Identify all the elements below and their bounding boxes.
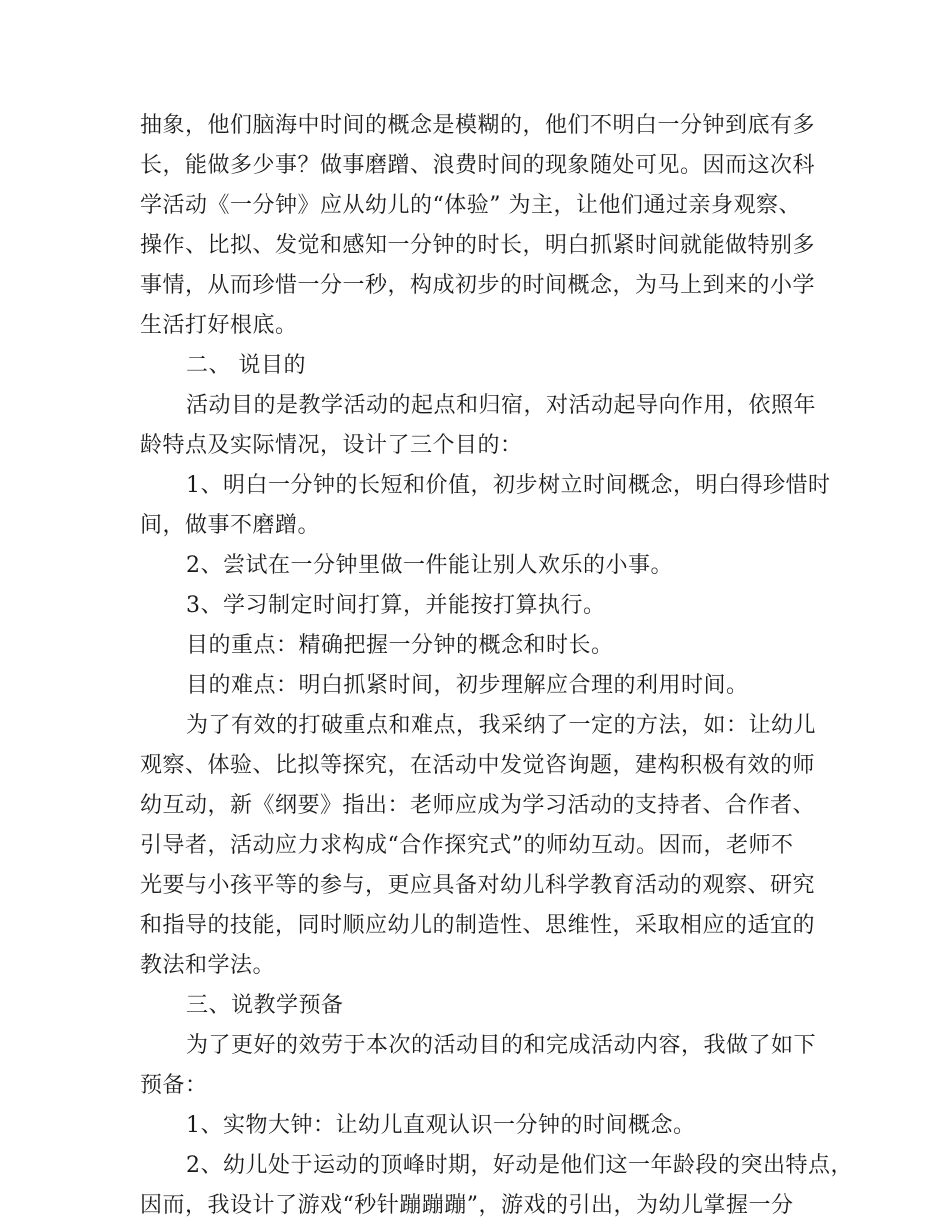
text-line: 间，做事不磨蹭。	[140, 513, 321, 538]
text-line: 为了有效的打破重点和难点，我采纳了一定的方法，如：让幼儿	[186, 713, 817, 738]
text-line: 活动目的是教学活动的起点和归宿，对活动起导向作用，依照年	[186, 393, 817, 418]
text-line: 光要与小孩平等的参与，更应具备对幼儿科学教育活动的观察、研究	[140, 873, 816, 898]
text-line: 操作、比拟、发觉和感知一分钟的时长，明白抓紧时间就能做特别多	[140, 233, 816, 258]
text-line: 为了更好的效劳于本次的活动目的和完成活动内容，我做了如下	[186, 1033, 817, 1058]
section-heading: 二、 说目的	[186, 353, 306, 378]
text-line: 生活打好根底。	[140, 313, 298, 338]
text-line: 引导者，活动应力求构成“合作探究式”的师幼互动。因而，老师不	[140, 833, 794, 858]
list-item: 1、实物大钟：让幼儿直观认识一分钟的时间概念。	[186, 1113, 696, 1138]
text-line: 龄特点及实际情况，设计了三个目的：	[140, 433, 523, 458]
text-line: 幼互动，新《纲要》指出：老师应成为学习活动的支持者、合作者、	[140, 793, 816, 818]
list-item: 2、幼儿处于运动的顶峰时期，好动是他们这一年龄段的突出特点，	[186, 1153, 853, 1178]
text-line: 长，能做多少事？做事磨蹭、浪费时间的现象随处可见。因而这次科	[140, 153, 816, 178]
list-item: 2、尝试在一分钟里做一件能让别人欢乐的小事。	[186, 553, 673, 578]
text-line: 目的重点：精确把握一分钟的概念和时长。	[186, 633, 614, 658]
text-line: 抽象，他们脑海中时间的概念是模糊的，他们不明白一分钟到底有多	[140, 113, 816, 138]
text-line: 预备：	[140, 1073, 208, 1098]
list-item: 1、明白一分钟的长短和价值，初步树立时间概念，明白得珍惜时	[186, 473, 831, 498]
section-heading: 三、说教学预备	[186, 993, 344, 1018]
text-line: 学活动《一分钟》应从幼儿的“体验” 为主，让他们通过亲身观察、	[140, 193, 801, 218]
text-line: 和指导的技能，同时顺应幼儿的制造性、思维性，采取相应的适宜的	[140, 913, 816, 938]
text-line: 因而，我设计了游戏“秒针蹦蹦蹦”，游戏的引出，为幼儿掌握一分	[140, 1193, 794, 1218]
text-line: 教法和学法。	[140, 953, 276, 978]
text-line: 观察、体验、比拟等探究，在活动中发觉咨询题，建构积极有效的师	[140, 753, 816, 778]
text-line: 目的难点：明白抓紧时间，初步理解应合理的利用时间。	[186, 673, 749, 698]
text-line: 事情，从而珍惜一分一秒，构成初步的时间概念，为马上到来的小学	[140, 273, 816, 298]
list-item: 3、学习制定时间打算，并能按打算执行。	[186, 593, 606, 618]
